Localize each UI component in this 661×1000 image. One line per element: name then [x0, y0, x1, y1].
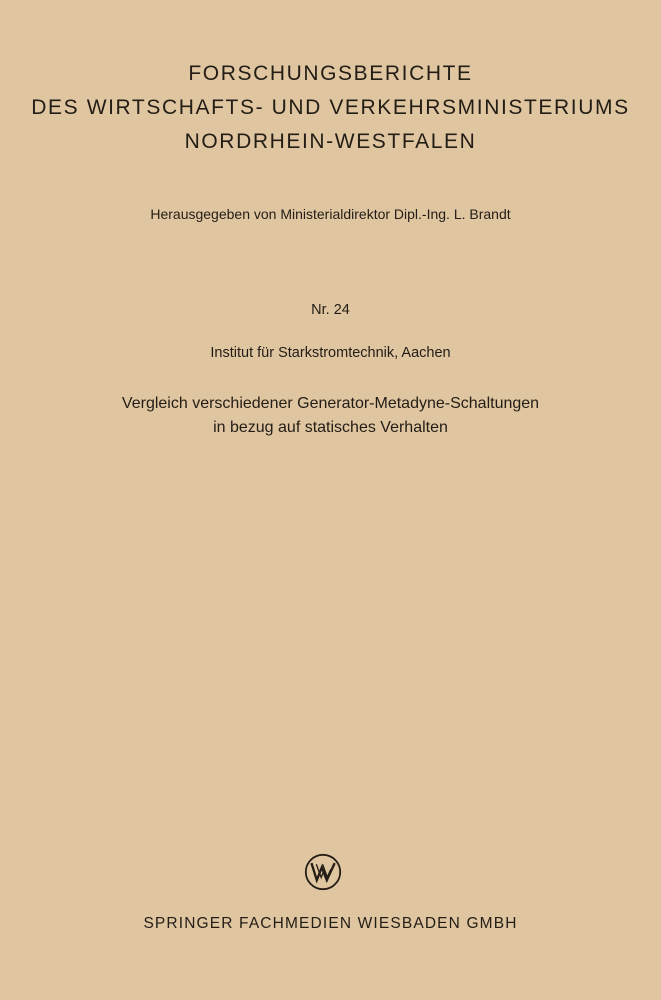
issue-number: Nr. 24 — [311, 302, 350, 318]
work-title-line-1: Vergleich verschiedener Generator-Metadyne-Schaltungen — [121, 395, 540, 412]
work-title-line-2: in bezug auf statisches Verhalten — [213, 419, 448, 436]
series-title — [0, 57, 661, 159]
publisher-name: SPRINGER FACHMEDIEN WIESBADEN GMBH — [143, 915, 518, 932]
institute-name: Institut für Starkstromtechnik, Aachen — [210, 345, 451, 361]
series-title-line-1: FORSCHUNGSBERICHTE — [188, 62, 473, 85]
publisher-logo-icon — [303, 852, 343, 892]
series-title-line-2: DES WIRTSCHAFTS- UND VERKEHRSMINISTERIUMS — [31, 96, 630, 119]
series-title-line-3: NORDRHEIN-WESTFALEN — [184, 130, 477, 153]
editor-line: Herausgegeben von Ministerialdirektor Dipl.-Ing. L. Brandt — [150, 206, 511, 222]
work-title — [0, 392, 661, 440]
